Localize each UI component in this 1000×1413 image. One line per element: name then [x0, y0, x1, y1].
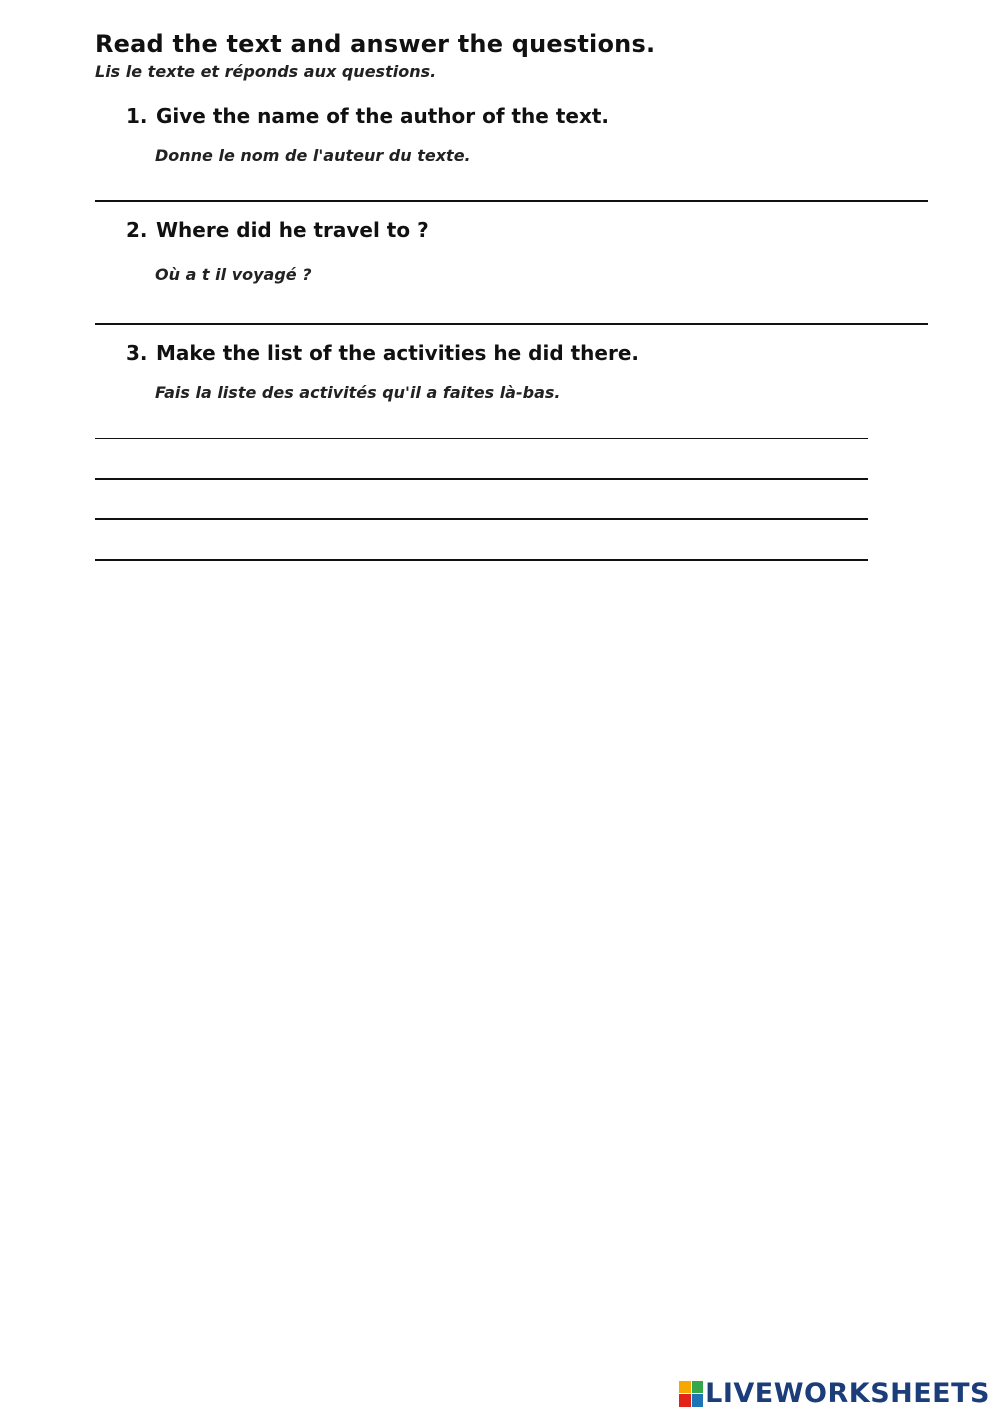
logo-cell-2: [692, 1381, 704, 1394]
question-2-text: Where did he travel to ?: [156, 218, 429, 242]
question-1-number: 1.: [126, 104, 148, 128]
liveworksheets-brand: [679, 1378, 990, 1409]
logo-cell-1: [679, 1381, 691, 1394]
logo-cell-4: [692, 1394, 704, 1407]
page-title: Read the text and answer the questions.: [95, 30, 656, 58]
question-3: [126, 341, 639, 365]
question-1: [126, 104, 609, 128]
question-1-text: Give the name of the author of the text.: [156, 104, 610, 128]
question-2: [126, 218, 429, 242]
question-2-number: 2.: [126, 218, 148, 242]
question-3-translation: Fais la liste des activités qu'il a faites là-bas.: [155, 383, 561, 402]
answer-line-1[interactable]: [95, 200, 928, 202]
question-3-number: 3.: [126, 341, 148, 365]
logo-cell-3: [679, 1394, 691, 1407]
answer-line-2[interactable]: [95, 323, 928, 325]
answer-line-3d[interactable]: [95, 559, 868, 561]
page-subtitle: Lis le texte et réponds aux questions.: [95, 62, 437, 81]
answer-line-3b[interactable]: [95, 478, 868, 480]
question-2-translation: Où a t il voyagé ?: [155, 265, 312, 284]
question-1-translation: Donne le nom de l'auteur du texte.: [155, 146, 471, 165]
answer-line-3c[interactable]: [95, 518, 868, 520]
question-3-text: Make the list of the activities he did there.: [156, 341, 639, 365]
brand-name: LIVEWORKSHEETS: [705, 1378, 990, 1409]
answer-line-3a[interactable]: [95, 438, 868, 439]
liveworksheets-logo-icon: [679, 1381, 703, 1407]
